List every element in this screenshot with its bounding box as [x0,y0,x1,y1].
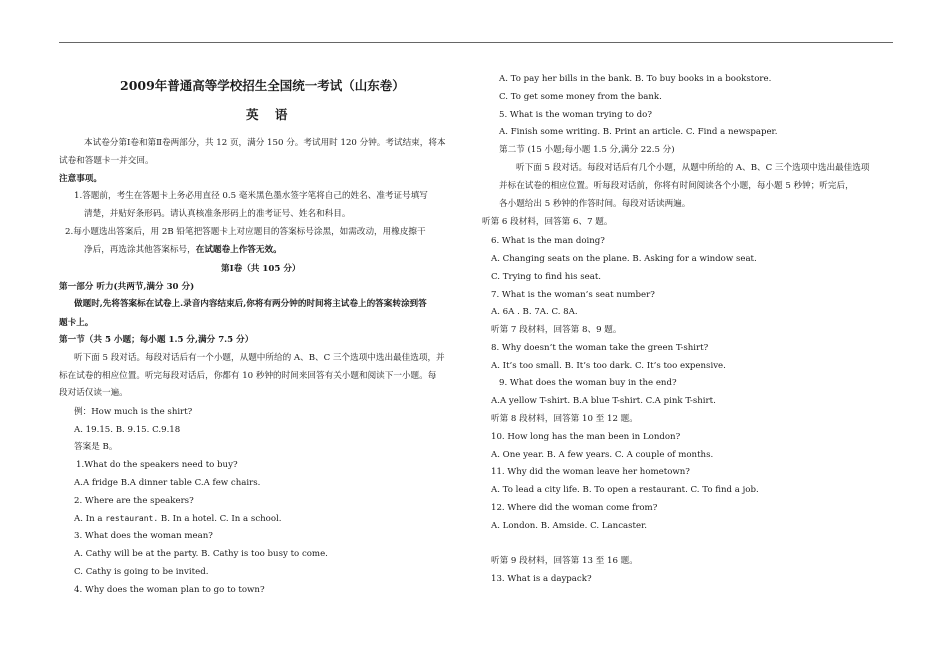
example-question: 例：How much is the shirt? [74,407,193,417]
section-1-instructions-2: 标在试卷的相应位置。听完每段对话后，你都有 10 秒钟的时间来回答有关小题和阅读下一小题。每 [59,371,437,381]
notice-2-line-2 [84,244,282,256]
question-6-option-c: C. Trying to find his seat. [491,272,602,282]
question-4-option-c: C. To get some money from the bank. [499,92,662,102]
question-2-option-bc: B. In a hotel. C. In a school. [158,514,282,524]
part-1-heading: 第一部分 听力(共两节,满分 30 分) [59,282,195,292]
notice-2-bold: 在试题卷上作答无效。 [195,245,282,255]
question-12: 12. Where did the woman come from? [491,503,658,513]
question-4-options-ab: A. To pay her bills in the bank. B. To buy books in a bookstore. [499,74,772,84]
exam-title: 2009年普通高等学校招生全国统一考试（山东卷） [120,78,405,93]
notice-2-line-1: 2.每小题选出答案后，用 2B 铅笔把答题卡上对应题目的答案标号涂黑，如需改动，用橡皮擦干 [65,227,426,237]
question-1: 1.What do the speakers need to buy? [76,460,238,470]
intro-line-2: 试卷和答题卡一并交回。 [59,156,154,166]
question-1-options: A.A fridge B.A dinner table C.A few chairs. [74,478,261,488]
question-6-options-ab: A. Changing seats on the plane. B. Asking for a window seat. [491,254,757,264]
notice-2-plain: 净后，再选涂其他答案标号， [84,245,196,255]
section-2-instructions-2: 并标在试卷的相应位置。听每段对话前，你将有时间阅读各个小题，每小题 5 秒钟；听完后， [499,181,854,191]
question-2-option-a-prefix: A. In a [74,514,106,524]
example-answer: 答案是 B。 [74,442,118,452]
notice-1-line-2: 清楚，并贴好条形码。请认真核准条形码上的准考证号、姓名和科目。 [84,209,351,219]
section-1-heading: 第一节（共 5 小题；每小题 1.5 分,满分 7.5 分） [59,335,254,345]
part-1-note-line-2: 题卡上。 [59,318,94,328]
question-3: 3. What does the woman mean? [74,531,213,541]
section-2-instructions-3: 各小题给出 5 秒钟的作答时间。每段对话读两遍。 [499,199,691,209]
material-6-heading: 听第 6 段材料，回答第 6、7 题。 [482,217,613,227]
question-12-options: A. London. B. Amside. C. Lancaster. [491,521,647,531]
notice-1-line-1: 1.答题前，考生在答题卡上务必用直径 0.5 毫米黑色墨水签字笔将自己的姓名、准考证号填写 [74,191,428,201]
intro-line-1: 本试卷分第Ⅰ卷和第Ⅱ卷两部分，共 12 页，满分 150 分。考试用时 120 分钟。考试结束，将本 [84,138,446,148]
part-1-note-line-1: 做题时,先将答案标在试卷上.录音内容结束后,你将有两分钟的时间将主试卷上的答案转涂到答 [74,299,427,309]
material-7-heading: 听第 7 段材料，回答第 8、9 题。 [491,325,622,335]
question-2-option-a-word: restaurant. [105,514,159,523]
question-11: 11. Why did the woman leave her hometown? [491,467,690,477]
question-7: 7. What is the woman’s seat number? [491,290,655,300]
question-11-options: A. To lead a city life. B. To open a restaurant. C. To find a job. [491,485,759,495]
question-10: 10. How long has the man been in London? [491,432,681,442]
question-5-options: A. Finish some writing. B. Print an article. C. Find a newspaper. [499,127,778,137]
question-4: 4. Why does the woman plan to go to town? [74,585,265,595]
section-1-instructions-1: 听下面 5 段对话。每段对话后有一个小题，从题中所给的 A、B、C 三个选项中选出最佳选项，并 [74,353,445,363]
section-2-instructions-1: 听下面 5 段对话。每段对话后有几个小题，从题中所给的 A、B、C 三个选项中选出最佳选项 [516,163,870,173]
header-rule [59,42,893,43]
question-8: 8. Why doesn’t the woman take the green T-shirt? [491,343,709,353]
example-options: A. 19.15. B. 9.15. C.9.18 [74,425,181,435]
material-8-heading: 听第 8 段材料，回答第 10 至 12 题。 [491,414,638,424]
question-9: 9. What does the woman buy in the end? [499,378,677,388]
question-3-options-ab: A. Cathy will be at the party. B. Cathy is too busy to come. [74,549,328,559]
question-7-options: A. 6A . B. 7A. C. 8A. [491,307,578,317]
question-3-option-c: C. Cathy is going to be invited. [74,567,209,577]
question-2: 2. Where are the speakers? [74,496,194,506]
notice-heading: 注意事项。 [59,174,102,184]
subject-heading: 英 语 [246,107,294,122]
volume-heading: 第Ⅰ卷（共 105 分） [221,264,301,274]
question-8-options: A. It’s too small. B. It’s too dark. C. It’s too expensive. [491,361,726,371]
question-10-options: A. One year. B. A few years. C. A couple of months. [491,450,714,460]
question-13: 13. What is a daypack? [491,574,592,584]
section-2-heading: 第二节 (15 小题;每小题 1.5 分,满分 22.5 分) [499,145,675,155]
question-6: 6. What is the man doing? [491,236,605,246]
question-9-options: A.A yellow T-shirt. B.A blue T-shirt. C.A pink T-shirt. [491,396,716,406]
material-9-heading: 听第 9 段材料，回答第 13 至 16 题。 [491,556,638,566]
section-1-instructions-3: 段对话仅读一遍。 [59,388,128,398]
question-5: 5. What is the woman trying to do? [499,110,652,120]
question-2-options [74,513,282,525]
